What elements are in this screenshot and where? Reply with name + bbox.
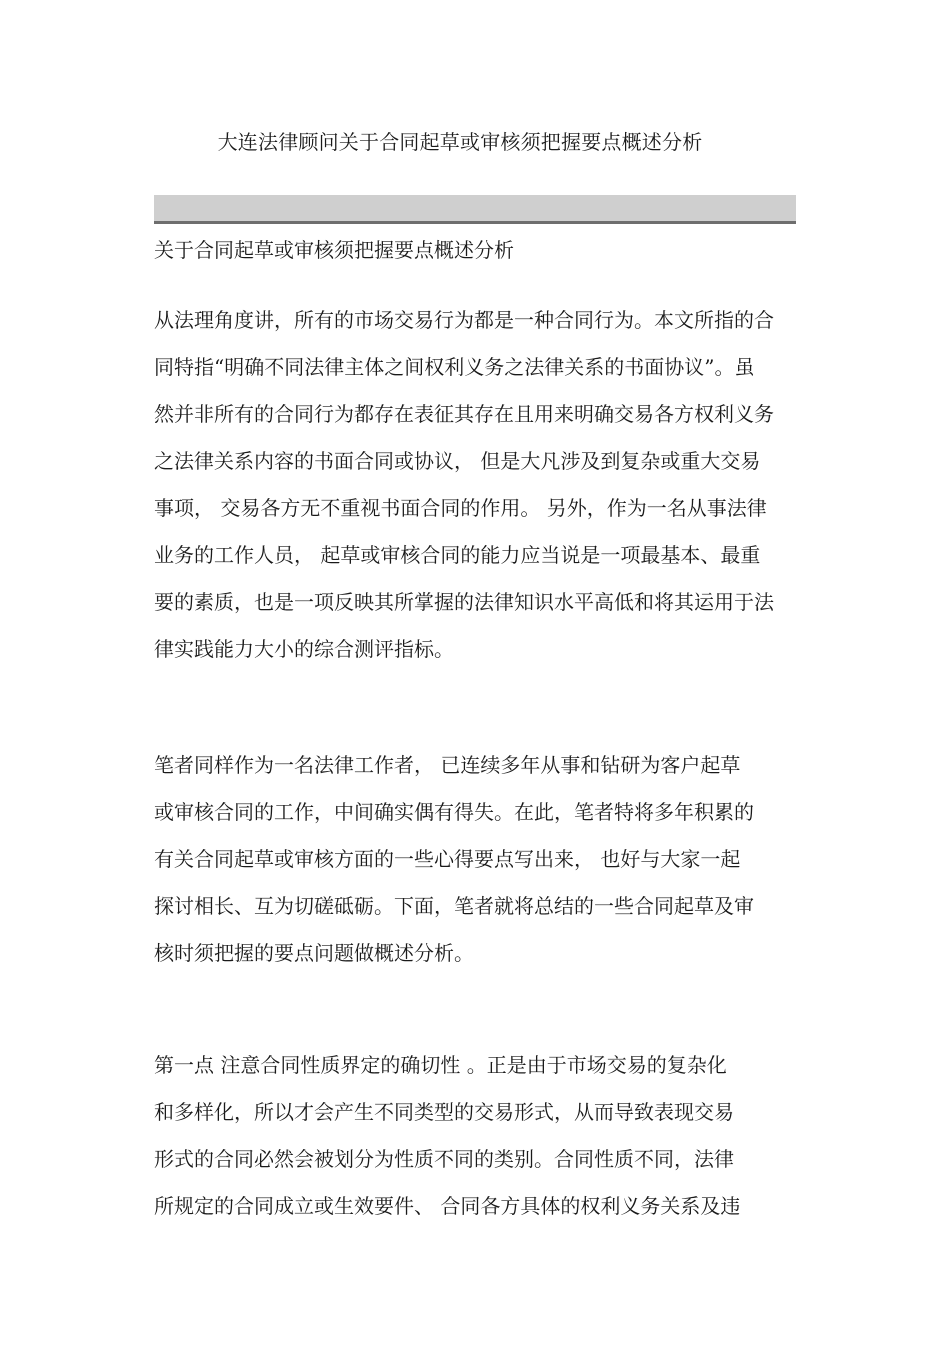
document-title: 大连法律顾问关于合同起草或审核须把握要点概述分析: [217, 130, 703, 154]
paragraph-line: 之法律关系内容的书面合同或协议， 但是大凡涉及到复杂或重大交易: [154, 449, 761, 473]
paragraph-line: 所规定的合同成立或生效要件、 合同各方具体的权利义务关系及违: [154, 1194, 741, 1218]
paragraph-line: 同特指“明确不同法律主体之间权利义务之法律关系的书面协议”。虽: [154, 355, 755, 379]
paragraph-line: 笔者同样作为一名法律工作者， 已连续多年从事和钻研为客户起草: [154, 753, 741, 777]
paragraph-intro: [154, 306, 774, 682]
paragraph-line: 有关合同起草或审核方面的一些心得要点写出来， 也好与大家一起: [154, 847, 741, 871]
paragraph-line: 事项， 交易各方无不重视书面合同的作用。 另外，作为一名从事法律: [154, 496, 767, 520]
paragraph-line: 律实践能力大小的综合测评指标。: [154, 637, 454, 661]
paragraph-author-note: [154, 751, 754, 986]
paragraph-line: 探讨相长、互为切磋砥砺。下面，笔者就将总结的一些合同起草及审: [154, 894, 754, 918]
paragraph-line: 第一点 注意合同性质界定的确切性 。正是由于市场交易的复杂化: [154, 1053, 727, 1077]
paragraph-line: 核时须把握的要点问题做概述分析。: [154, 941, 474, 965]
paragraph-line: 形式的合同必然会被划分为性质不同的类别。合同性质不同，法律: [154, 1147, 734, 1171]
header-band: [154, 195, 796, 224]
paragraph-line: 要的素质，也是一项反映其所掌握的法律知识水平高低和将其运用于法: [154, 590, 774, 614]
paragraph-line: 然并非所有的合同行为都存在表征其存在且用来明确交易各方权利义务: [154, 402, 774, 426]
paragraph-line: 从法理角度讲，所有的市场交易行为都是一种合同行为。本文所指的合: [154, 308, 774, 332]
paragraph-line: 业务的工作人员， 起草或审核合同的能力应当说是一项最基本、最重: [154, 543, 761, 567]
paragraph-line: 和多样化，所以才会产生不同类型的交易形式，从而导致表现交易: [154, 1100, 734, 1124]
document-subtitle: 关于合同起草或审核须把握要点概述分析: [154, 238, 514, 262]
paragraph-line: 或审核合同的工作，中间确实偶有得失。在此，笔者特将多年积累的: [154, 800, 754, 824]
paragraph-point-one: [154, 1051, 740, 1239]
